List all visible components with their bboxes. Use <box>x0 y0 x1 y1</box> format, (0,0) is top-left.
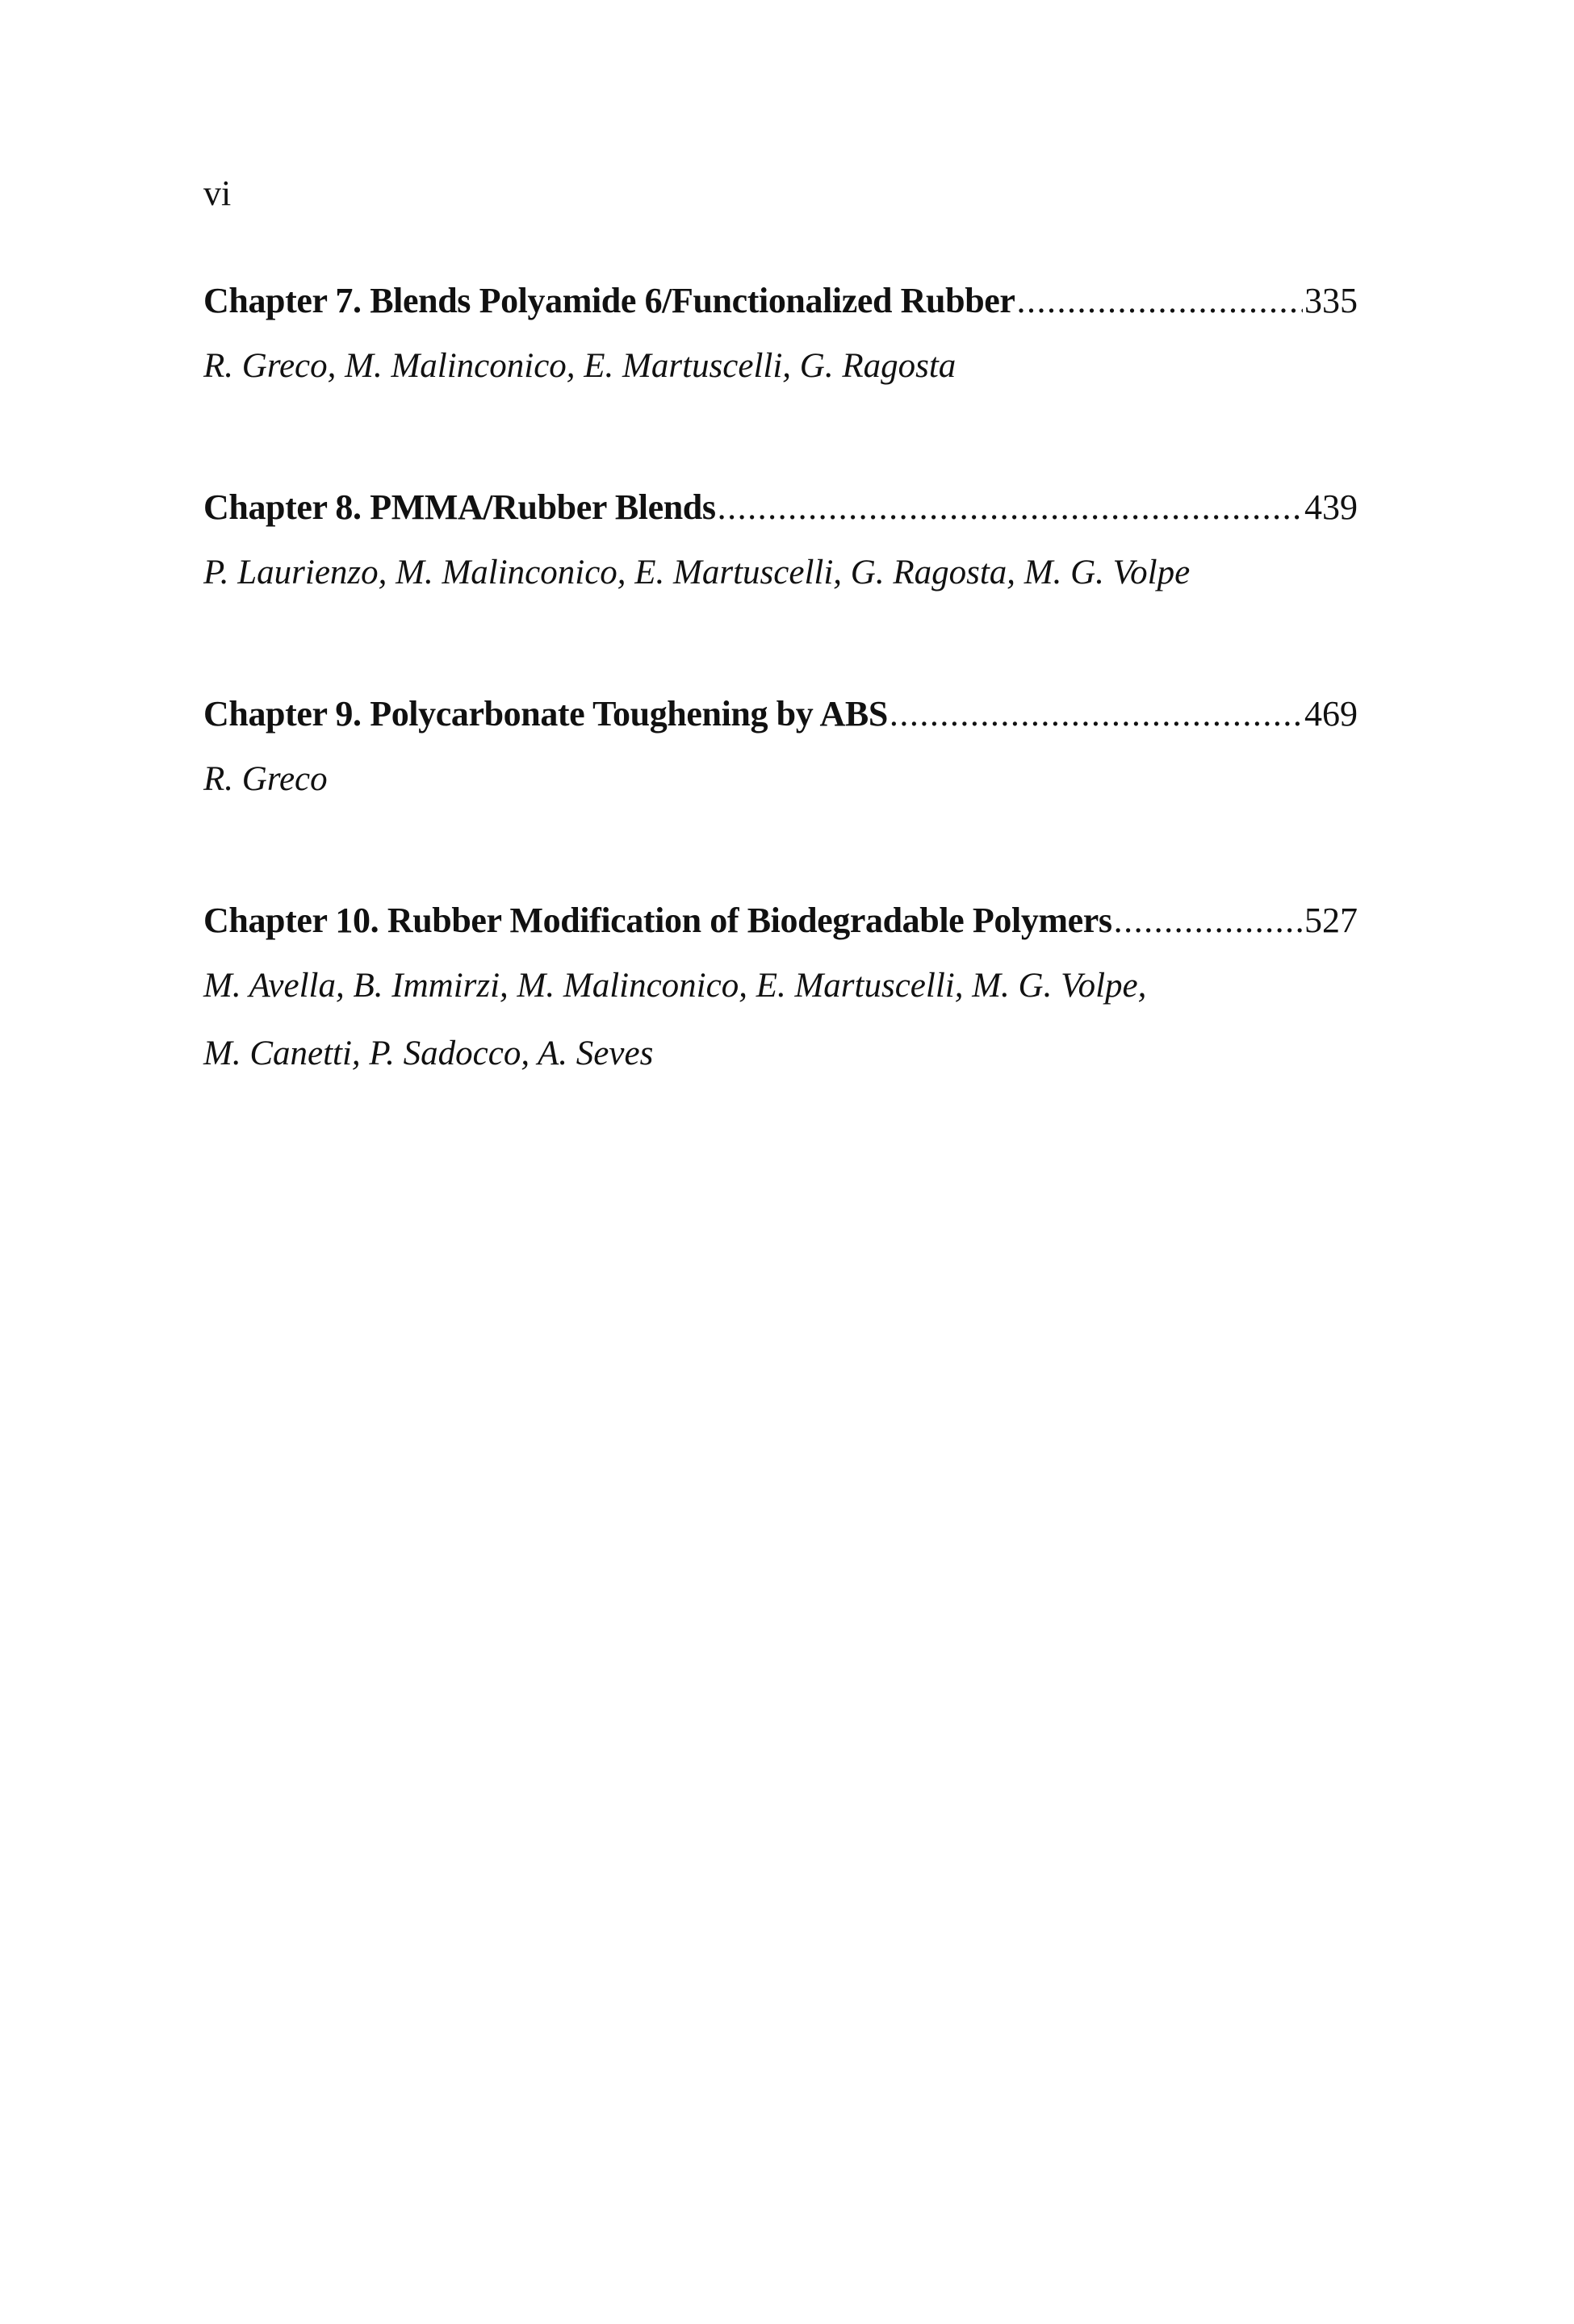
chapter-authors <box>203 746 1358 813</box>
author-line: M. Avella, B. Immirzi, M. Malinconico, E. Martuscelli, M. G. Volpe, <box>203 967 1147 1005</box>
toc-title-line <box>203 691 1358 738</box>
chapter-page-number: 469 <box>1304 694 1358 734</box>
chapter-page-number: 439 <box>1304 487 1358 527</box>
page-number: vi <box>203 173 232 213</box>
toc-title-line <box>203 897 1358 944</box>
dot-leader <box>1114 897 1303 944</box>
author-line: P. Laurienzo, M. Malinconico, E. Martuscelli, G. Ragosta, M. G. Volpe <box>203 554 1191 591</box>
chapter-title: Chapter 8. PMMA/Rubber Blends <box>203 487 716 527</box>
author-line: M. Canetti, P. Sadocco, A. Seves <box>203 1035 654 1072</box>
dot-leader <box>890 691 1303 738</box>
toc-title-line <box>203 278 1358 324</box>
toc-entry-chapter-10 <box>203 897 1358 1088</box>
dot-leader <box>1017 278 1303 324</box>
table-of-contents <box>203 278 1358 1088</box>
toc-title-line <box>203 484 1358 531</box>
chapter-title: Chapter 9. Polycarbonate Toughening by ABS <box>203 694 888 734</box>
chapter-title: Chapter 10. Rubber Modification of Biodegradable Polymers <box>203 901 1112 940</box>
author-line: R. Greco, M. Malinconico, E. Martuscelli, G. Ragosta <box>203 347 957 385</box>
chapter-page-number: 335 <box>1304 281 1358 320</box>
chapter-title: Chapter 7. Blends Polyamide 6/Functionalized Rubber <box>203 281 1015 320</box>
chapter-page-number: 527 <box>1304 901 1358 940</box>
chapter-authors <box>203 952 1358 1088</box>
toc-entry-chapter-9 <box>203 691 1358 813</box>
chapter-authors <box>203 539 1358 607</box>
chapter-authors <box>203 332 1358 400</box>
dot-leader <box>718 484 1303 531</box>
author-line: R. Greco <box>203 760 328 798</box>
toc-entry-chapter-7 <box>203 278 1358 400</box>
toc-entry-chapter-8 <box>203 484 1358 607</box>
